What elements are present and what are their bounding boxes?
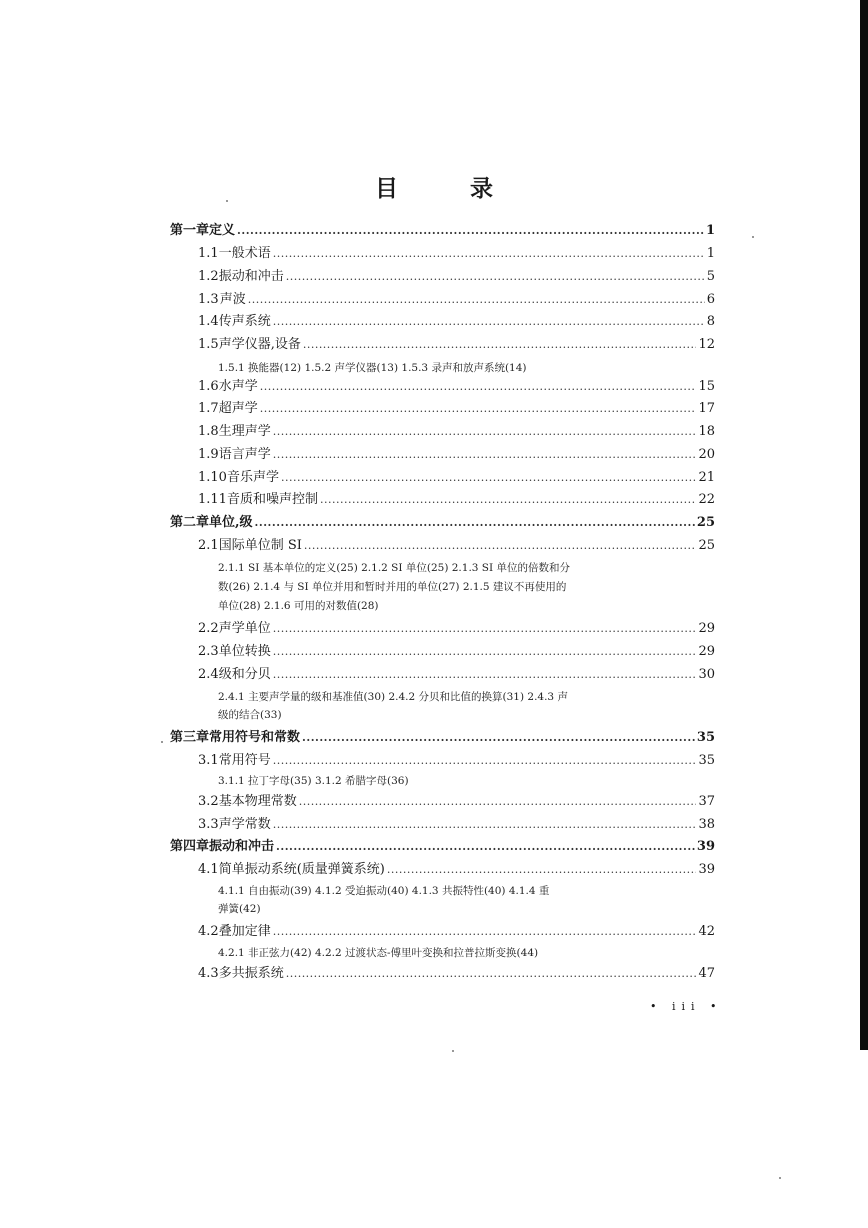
toc-label: 多共振系统 [218,966,284,981]
dot-leader [299,793,697,811]
dot-leader [276,838,695,856]
toc-section[interactable] [198,400,715,418]
toc-label: 振动和冲击 [218,269,284,284]
toc-page: 1 [705,223,715,238]
toc-number: 第三章 [170,730,210,745]
toc-page: 38 [698,817,715,832]
dot-leader [281,469,696,487]
toc-label: 水声学 [218,379,258,394]
toc-number: 1.1 [198,246,219,261]
dot-leader [273,752,697,770]
toc-subentry: 3.1.1 拉丁字母(35) 3.1.2 希腊字母(36) [218,775,409,787]
toc-section[interactable] [198,861,715,879]
dot-leader [273,816,697,834]
dot-leader [248,291,705,309]
dot-leader [273,446,697,464]
toc-section[interactable] [198,923,715,941]
scan-speck [161,741,163,743]
dot-leader [320,491,696,509]
dot-leader [273,423,697,441]
toc-section[interactable] [198,336,715,354]
toc-page: 22 [698,492,715,507]
toc-number: 第一章 [170,223,210,238]
toc-label: 单位,级 [209,515,253,530]
dot-leader [273,666,697,684]
scan-edge-bar [860,0,868,1050]
toc-page: 29 [698,621,715,636]
toc-label: 定义 [209,223,236,238]
toc-number: 2.4 [198,667,219,682]
dot-leader [273,620,697,638]
toc-page: 39 [698,862,715,877]
toc-page: 21 [698,470,715,485]
toc-number: 1.5 [198,337,219,352]
toc-label: 级和分贝 [218,667,271,682]
toc-page: 1 [706,246,715,261]
toc-label: 常用符号和常数 [209,730,301,745]
toc-section[interactable] [198,291,715,309]
page-number: • iii • [650,1000,723,1013]
dot-leader [237,222,704,240]
toc-subentry: 级的结合(33) [218,709,282,721]
toc-number: 2.1 [198,538,219,553]
toc-label: 一般术语 [218,246,271,261]
toc-number: 3.2 [198,794,219,809]
toc-number: 第四章 [170,839,210,854]
toc-chapter-3[interactable] [170,729,715,747]
toc-number: 2.3 [198,644,219,659]
scan-speck [226,200,228,202]
toc-subentry: 4.1.1 自由振动(39) 4.1.2 受迫振动(40) 4.1.3 共振特性(40) 4.1.4 重 [218,885,550,897]
toc-number: 1.9 [198,447,219,462]
toc-number: 1.7 [198,401,219,416]
toc-subentry: 2.4.1 主要声学量的级和基准值(30) 2.4.2 分贝和比值的换算(31) 2.4.3 声 [218,691,568,703]
toc-section[interactable] [198,793,715,811]
toc-number: 2.2 [198,621,219,636]
toc-subentry: 2.1.1 SI 基本单位的定义(25) 2.1.2 SI 单位(25) 2.1.3 SI 单位的倍数和分 [218,562,570,574]
toc-page: 35 [696,730,715,745]
toc-number: 1.3 [198,292,219,307]
toc-label: 声学常数 [218,817,271,832]
toc-section[interactable] [198,423,715,441]
dot-leader [303,336,697,354]
dot-leader [260,400,697,418]
toc-label: 声学单位 [218,621,271,636]
toc-page: 39 [696,839,715,854]
toc-subentry: 4.2.1 非正弦力(42) 4.2.2 过渡状态-傅里叶变换和拉普拉斯变换(44) [218,947,539,959]
dot-leader [260,378,697,396]
toc-page: 30 [698,667,715,682]
toc-section[interactable] [198,965,715,983]
toc-page: 42 [698,924,715,939]
toc-section[interactable] [198,491,715,509]
toc-section[interactable] [198,313,715,331]
toc-label: 单位转换 [218,644,271,659]
toc-label: 常用符号 [218,753,271,768]
toc-label: 传声系统 [218,314,271,329]
toc-label: 振动和冲击 [209,839,275,854]
toc-label: 国际单位制 SI [218,538,302,553]
toc-section[interactable] [198,245,715,263]
toc-label: 叠加定律 [218,924,271,939]
toc-subentry: 单位(28) 2.1.6 可用的对数值(28) [218,600,379,612]
toc-label: 生理声学 [218,424,271,439]
toc-number: 1.10 [198,470,227,485]
dot-leader [286,268,705,286]
dot-leader [302,729,695,747]
toc-number: 1.6 [198,379,219,394]
toc-page: 6 [706,292,715,307]
toc-label: 简单振动系统(质量弹簧系统) [218,862,385,877]
toc-number: 1.4 [198,314,219,329]
toc-label: 语言声学 [218,447,271,462]
toc-label: 超声学 [218,401,258,416]
toc-section[interactable] [198,446,715,464]
toc-number: 4.3 [198,966,219,981]
toc-page: 35 [698,753,715,768]
toc-number: 4.1 [198,862,219,877]
dot-leader [286,965,697,983]
toc-chapter-4[interactable] [170,838,715,856]
scan-speck [779,1177,781,1179]
scan-speck [752,236,754,238]
toc-number: 4.2 [198,924,219,939]
dot-leader [387,861,697,879]
toc-subentry: 数(26) 2.1.4 与 SI 单位并用和暂时并用的单位(27) 2.1.5 建议不再使用的 [218,581,567,593]
dot-leader [273,643,697,661]
toc-section[interactable] [198,666,715,684]
toc-page: 25 [698,538,715,553]
dot-leader [304,537,697,555]
toc-number: 第二章 [170,515,210,530]
toc-page: 5 [706,269,715,284]
toc-label: 声学仪器,设备 [218,337,301,352]
page-title: 目 录 [374,175,525,202]
toc-page: 47 [698,966,715,981]
toc-label: 基本物理常数 [218,794,297,809]
toc-section[interactable] [198,816,715,834]
dot-leader [273,245,705,263]
toc-section[interactable] [198,752,715,770]
toc-number: 3.3 [198,817,219,832]
scan-speck [452,1050,454,1052]
toc-section[interactable] [198,537,715,555]
toc-section[interactable] [198,643,715,661]
dot-leader [273,313,705,331]
toc-page: 18 [698,424,715,439]
toc-section[interactable] [198,620,715,638]
toc-label: 声波 [219,292,246,307]
toc-label: 音质和噪声控制 [226,492,318,507]
toc-label: 音乐声学 [226,470,279,485]
toc-section[interactable] [198,469,715,487]
toc-number: 1.8 [198,424,219,439]
toc-number: 3.1 [198,753,219,768]
toc-page: 25 [696,515,715,530]
toc-page: 17 [698,401,715,416]
toc-section[interactable] [198,268,715,286]
toc-page: 12 [698,337,715,352]
dot-leader [255,514,695,532]
toc-section[interactable] [198,378,715,396]
toc-page: 37 [698,794,715,809]
toc-chapter-2[interactable] [170,514,715,532]
toc-page: 29 [698,644,715,659]
toc-subentry: 1.5.1 换能器(12) 1.5.2 声学仪器(13) 1.5.3 录声和放声系统(14) [218,362,527,374]
toc-page: 20 [698,447,715,462]
toc-page: 15 [698,379,715,394]
dot-leader [273,923,697,941]
toc-number: 1.2 [198,269,219,284]
toc-number: 1.11 [198,492,227,507]
toc-page: 8 [706,314,715,329]
toc-chapter-1[interactable] [170,222,715,240]
toc-subentry: 弹簧(42) [218,903,261,915]
